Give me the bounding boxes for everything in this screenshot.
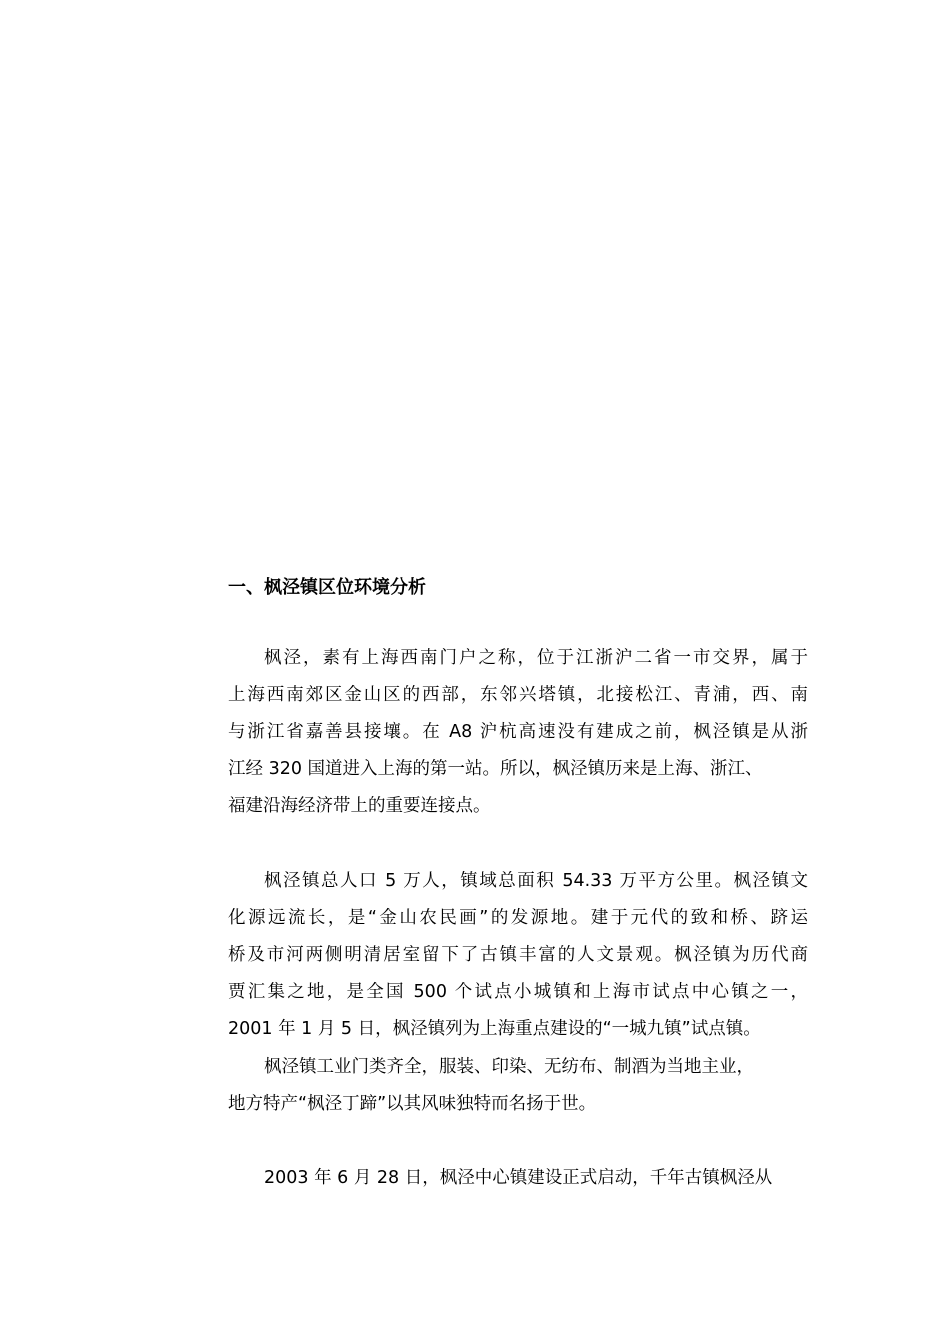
paragraph-line: 2001 年 1 月 5 日，枫泾镇列为上海重点建设的“一城九镇”试点镇。	[228, 1019, 761, 1039]
paragraph-industry	[228, 1049, 808, 1123]
paragraph-location	[228, 640, 808, 825]
paragraph-line: 上海西南郊区金山区的西部，东邻兴塔镇，北接松江、青浦，西、南	[228, 685, 808, 705]
section-heading: 一、枫泾镇区位环境分析	[228, 577, 426, 598]
paragraph-line: 枫泾镇工业门类齐全，服装、印染、无纺布、制酒为当地主业，	[264, 1057, 754, 1077]
paragraph-line: 江经 320 国道进入上海的第一站。所以，枫泾镇历来是上海、浙江、	[228, 759, 763, 779]
paragraph-line: 贾汇集之地，是全国 500 个试点小城镇和上海市试点中心镇之一，	[228, 982, 808, 1002]
paragraph-line: 枫泾镇总人口 5 万人，镇域总面积 54.33 万平方公里。枫泾镇文	[264, 871, 808, 891]
paragraph-line: 与浙江省嘉善县接壤。在 A8 沪杭高速没有建成之前，枫泾镇是从浙	[228, 722, 808, 742]
paragraph-line: 福建沿海经济带上的重要连接点。	[228, 796, 491, 816]
paragraph-line: 地方特产“枫泾丁蹄”以其风味独特而名扬于世。	[228, 1094, 597, 1114]
paragraph-line: 桥及市河两侧明清居室留下了古镇丰富的人文景观。枫泾镇为历代商	[228, 945, 808, 965]
paragraph-line: 2003 年 6 月 28 日，枫泾中心镇建设正式启动，千年古镇枫泾从	[264, 1168, 773, 1188]
paragraph-development	[228, 1160, 808, 1197]
paragraph-line: 化源远流长，是“金山农民画”的发源地。建于元代的致和桥、跻运	[228, 908, 808, 928]
paragraph-population	[228, 863, 808, 1048]
paragraph-line: 枫泾，素有上海西南门户之称，位于江浙沪二省一市交界，属于	[264, 648, 808, 668]
